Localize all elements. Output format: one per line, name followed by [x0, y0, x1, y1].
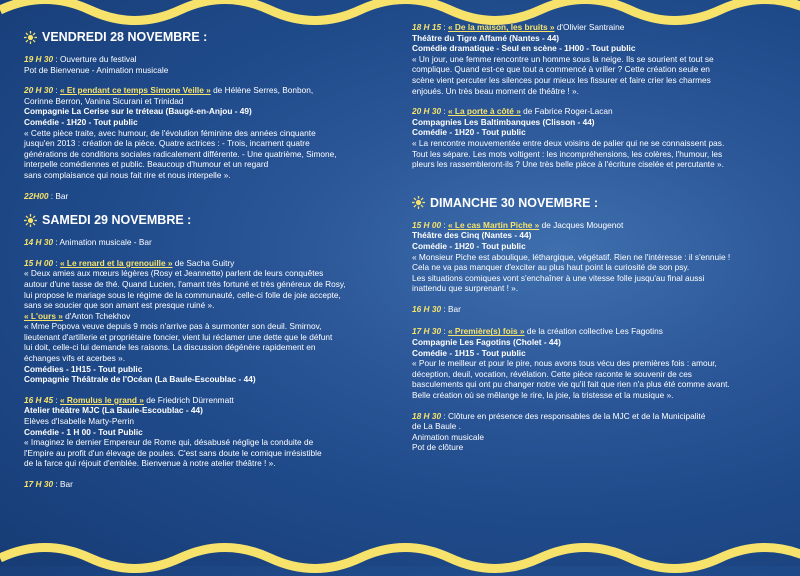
day-heading-text: DIMANCHE 30 NOVEMBRE : [430, 195, 599, 210]
play-description: pleurs les rassembleront-ils ? Une très belle pièce à l'écriture ciselée et percutante ». [412, 159, 724, 170]
play-author: de Fabrice Roger-Lacan [520, 106, 613, 117]
play-author: de Sacha Guitry [172, 257, 235, 268]
play-description: « Cette pièce traite, avec humour, de l'évolution féminine des années cinquante [24, 127, 316, 138]
company-name: Compagnie La Cerise sur le tréteau (Baugé-en-Anjou - 49) [24, 106, 252, 117]
play-description: « Deux amies aux mœurs légères (Rosy et Jeannette) parlent de leurs conquêtes [24, 268, 324, 279]
play-description: Les situations comiques vont s'enchaîner à une vitesse folle jusqu'au final aussi [412, 272, 705, 283]
day-heading-text: VENDREDI 28 NOVEMBRE : [42, 30, 208, 44]
play-author: d'Olivier Santraine [554, 22, 625, 32]
play-description: enjoués. Un très beau moment de théâtre ! ». [412, 85, 579, 96]
event-time: 18 H 15 [412, 22, 442, 32]
play-description: déception, deuil, vocation, révélation. Cette pièce raconte le souvenir de ces [412, 368, 692, 379]
event-text: Animation musicale [412, 431, 484, 442]
day-heading-sunday [412, 196, 782, 210]
event-time: 19 H 30 [24, 54, 54, 64]
event-time: 15 H 00 [24, 257, 54, 268]
play-title: « Le renard et la grenouille » [59, 257, 173, 268]
play-description: Tout les sépare. Les mots voltigent : les incompréhensions, les colères, l'humour, les [412, 148, 723, 159]
play-performers: Elèves d'Isabelle Marty-Perrin [24, 416, 134, 427]
play-title: « Première(s) fois » [447, 326, 525, 337]
event-romulus: 16 H 45 : « Romulus le grand » de Friedrich Dürrenmatt Atelier théâtre MJC (La Baule-Escoublac - 44) Elèves d'Isabelle Marty-Perrin Comédie - 1 H 00 - Tout Public « Imaginez le dernier Empereur de Rome qui, désabusé néglige la conduite de l'Empire au profit d'un élevage de poules. C'est sans doute le comique irrésistible de la farce qui réjouit d'emblée. Bienvenue à notre atelier théâtre ! ». [24, 395, 376, 469]
play-description: sans se soucier que son amant est presque ruiné ». [24, 300, 215, 311]
play-description: « Pour le meilleur et pour le pire, nous avons tous vécu des premières fois : amour, [412, 358, 717, 369]
event-time: 16 H 30 [412, 303, 442, 314]
play-title: « Le cas Martin Piche » [447, 219, 540, 230]
event-text: : Bar [48, 190, 69, 201]
event-time: 15 H 00 [412, 219, 442, 230]
play-description: lui doit, celle-ci lui demande les raisons. La discussion dégénère rapidement en [24, 342, 316, 353]
event-time: 18 H 30 [412, 410, 442, 421]
event-time: 17 H 30 [24, 479, 54, 489]
play-description: « Imaginez le dernier Empereur de Rome qui, désabusé néglige la conduite de [24, 437, 314, 448]
play-description: de la farce qui réjouit d'emblée. Bienvenue à notre atelier théâtre ! ». [24, 458, 276, 469]
event-bar [24, 191, 376, 202]
play-description: sans complaisance qui nous fait rire et nous interpelle ». [24, 169, 231, 180]
play-author: de la création collective Les Fagotins [524, 326, 663, 337]
event-text: : Ouverture du festival [53, 54, 137, 64]
event-maison-bruits: 18 H 15 : « De la maison, les bruits » d'Olivier Santraine Théâtre du Tigre Affamé (Nantes - 44) Comédie dramatique - Seul en scène - 1H00 - Tout public « Un jour, une femme rencontre un homme sous la neige. Ils se sourient et tout se complique. Quand est-ce que tout a commencé à vriller ? Cette création seule en scène vient percuter les silences pour mieux les fissurer et faire crier les charmes enjoués. Un très beau moment de théâtre ! ». [412, 22, 782, 96]
play-author: d'Anton Tchekhov [62, 310, 131, 321]
event-text: : Clôture en présence des responsables de la MJC et de la Municipalité [441, 410, 706, 421]
event-time: 14 H 30 [24, 237, 54, 248]
play-genre: Comédie - 1H15 - Tout public [412, 347, 526, 358]
play-genre: Comédie - 1H20 - Tout public [412, 127, 526, 138]
play-title: « La porte à côté » [447, 106, 521, 117]
day-heading-text: SAMEDI 29 NOVEMBRE : [42, 213, 192, 228]
play-title: « De la maison, les bruits » [447, 22, 555, 32]
event-text: Pot de Bienvenue - Animation musicale [24, 64, 169, 75]
play-description: « Mme Popova veuve depuis 9 mois n'arrive pas à surmonter son deuil. Smirnov, [24, 321, 322, 332]
event-time: 22H00 [24, 190, 49, 201]
event-music [24, 237, 376, 248]
event-text: : Animation musicale - Bar [53, 237, 152, 248]
play-author: de Hélène Serres, Bonbon, [210, 85, 314, 96]
play-author: de Friedrich Dürrenmatt [143, 394, 234, 405]
play-description: générations de conditions sociales radicalement différente. - Une quatrième, Simone, [24, 148, 337, 159]
play-author: Corinne Berron, Vanina Sicurani et Trinidad [24, 95, 184, 106]
event-time: 16 H 45 [24, 394, 54, 405]
event-text: : Bar [441, 303, 461, 314]
play-description: lieutenant d'artillerie et propriétaire foncier, vient lui réclamer une dette que le défunt [24, 331, 333, 342]
event-text: de La Baule . [412, 421, 461, 432]
event-text: : Bar [53, 479, 73, 489]
right-column [412, 22, 782, 463]
play-description: complique. Quand est-ce que tout a commencé à vriller ? Cette création seule en [412, 64, 710, 75]
play-description: Belle création où se mêlange le rire, la joie, la tristesse et la musique ». [412, 390, 674, 401]
play-description: échanges vifs et acerbes ». [24, 353, 126, 364]
play-description: « Monsieur Piche est aboulique, léthargique, végétatif. Rien ne l'intéresse : il s'ennuie ! [412, 251, 731, 262]
play-title: « L'ours » [24, 310, 63, 321]
play-description: lui propose le mariage sous le régime de la communauté, celle-ci folle de joie accepte, [24, 289, 341, 300]
play-description: l'Empire au profit d'un élevage de poules. C'est sans doute le comique irrésistible [24, 447, 322, 458]
company-name: Compagnie Les Fagotins (Cholet - 44) [412, 337, 561, 348]
company-name: Compagnies Les Baltimbanques (Clisson - 44) [412, 116, 595, 127]
event-premieres-fois: 17 H 30 : « Première(s) fois » de la création collective Les Fagotins Compagnie Les Fagotins (Cholet - 44) Comédie - 1H15 - Tout public « Pour le meilleur et pour le pire, nous avons tous vécu des premières fois : amour, déception, deuil, vocation, révélation. Cette pièce raconte le souvenir de ces basculements qui ont pu changer notre vie qu'il fait que rien n'a plus été comme avant. Belle création où se mêlange le rire, la joie, la tristesse et la musique ». [412, 326, 782, 400]
day-heading-friday [24, 30, 376, 44]
sun-icon [412, 196, 425, 209]
sun-icon [24, 31, 37, 44]
left-column [24, 30, 376, 500]
company-name: Théâtre des Cinq (Nantes - 44) [412, 230, 532, 241]
event-text: Pot de clôture [412, 442, 464, 453]
play-description: basculements qui ont pu changer notre vie qu'il fait que rien n'a plus été comme avant. [412, 379, 730, 390]
company-name: Atelier théâtre MJC (La Baule-Escoublac - 44) [24, 405, 203, 416]
event-renard-ours: 15 H 00 : « Le renard et la grenouille » de Sacha Guitry « Deux amies aux mœurs légères (Rosy et Jeannette) parlent de leurs conquêtes autour d'une tasse de thé. Quand Lucien, l'amant très fortuné et très généreux de Rosy, lui propose le mariage sous le régime de la communauté, celle-ci folle de joie accepte, sans se soucier que son amant est presque ruiné ». « L'ours » d'Anton Tchekhov « Mme Popova veuve depuis 9 mois n'arrive pas à surmonter son deuil. Smirnov, lieutenant d'artillerie et propriétaire foncier, vient lui réclamer une dette que le défunt lui doit, celle-ci lui demande les raisons. La discussion dégénère rapidement en échanges vifs et acerbes ». Comédies - 1H15 - Tout public Compagnie Théâtrale de l'Océan (La Baule-Escoublac - 44) [24, 258, 376, 385]
day-heading-saturday [24, 213, 376, 227]
event-porte-a-cote: 20 H 30 : « La porte à côté » de Fabrice Roger-Lacan Compagnies Les Baltimbanques (Clisson - 44) Comédie - 1H20 - Tout public « La rencontre mouvementée entre deux voisins de palier qui ne se connaissent pas. Tout les sépare. Les mots voltigent : les incompréhensions, les colères, l'humour, les pleurs les rassembleront-ils ? Une très belle pièce à l'écriture ciselée et percutante ». [412, 106, 782, 170]
sun-icon [24, 214, 37, 227]
play-description: « La rencontre mouvementée entre deux voisins de palier qui ne se connaissent pas. [412, 137, 725, 148]
play-description: Cela ne va pas manquer d'exciter au plus haut point la curiosité de son psy. [412, 262, 690, 273]
play-description: scène vient percuter les silences pour mieux les fissurer et faire crier les charmes [412, 74, 711, 85]
event-time: 17 H 30 [412, 326, 442, 337]
event-bar [412, 304, 782, 315]
play-genre: Comédie - 1 H 00 - Tout Public [24, 426, 143, 437]
play-description: « Un jour, une femme rencontre un homme sous la neige. Ils se sourient et tout se [412, 53, 714, 64]
play-description: autour d'une tasse de thé. Quand Lucien, l'amant très fortuné et très généreux de Rosy, [24, 278, 346, 289]
event-martin-piche: 15 H 00 : « Le cas Martin Piche » de Jacques Mougenot Théâtre des Cinq (Nantes - 44) Comédie - 1H20 - Tout public « Monsieur Piche est aboulique, léthargique, végétatif. Rien ne l'intéresse : il s'ennuie ! Cela ne va pas manquer d'exciter au plus haut point la curiosité de son psy. Les situations comiques vont s'enchaîner à une vitesse folle jusqu'au final aussi inattendu que surprenant ! ». [412, 220, 782, 294]
event-simone-veille: 20 H 30 : « Et pendant ce temps Simone Veille » de Hélène Serres, Bonbon, Corinne Berron, Vanina Sicurani et Trinidad Compagnie La Cerise sur le tréteau (Baugé-en-Anjou - 49) Comédie - 1H20 - Tout public « Cette pièce traite, avec humour, de l'évolution féminine des années cinquante jusqu'en 2013 : création de la pièce. Quatre actrices : - Trois, incarnent quatre générations de conditions sociales radicalement différente. - Une quatrième, Simone, interpelle comédiennes et public. Beaucoup d'humour et un regard sans complaisance qui nous fait rire et nous interpelle ». [24, 85, 376, 180]
play-genre: Comédies - 1H15 - Tout public [24, 363, 143, 374]
play-title: « Romulus le grand » [59, 394, 144, 405]
event-time: 20 H 30 [24, 85, 54, 96]
event-bar [24, 479, 376, 490]
event-closing [412, 411, 782, 453]
event-time: 20 H 30 [412, 106, 442, 117]
event-opening [24, 54, 376, 75]
play-genre: Comédie dramatique - Seul en scène - 1H00 - Tout public [412, 43, 636, 54]
play-genre: Comédie - 1H20 - Tout public [412, 240, 526, 251]
play-description: interpelle comédiennes et public. Beaucoup d'humour et un regard [24, 159, 269, 170]
play-title: « Et pendant ce temps Simone Veille » [59, 85, 211, 96]
play-description: inattendu que surprenant ! ». [412, 283, 519, 294]
play-author: de Jacques Mougenot [539, 219, 624, 230]
company-name: Compagnie Théâtrale de l'Océan (La Baule-Escoublac - 44) [24, 374, 256, 385]
bottom-wave-decoration [0, 536, 800, 576]
company-name: Théâtre du Tigre Affamé (Nantes - 44) [412, 32, 560, 43]
play-genre: Comédie - 1H20 - Tout public [24, 116, 138, 127]
play-description: jusqu'en 2013 : création de la pièce. Quatre actrices : - Trois, incarnent quatre [24, 138, 310, 149]
